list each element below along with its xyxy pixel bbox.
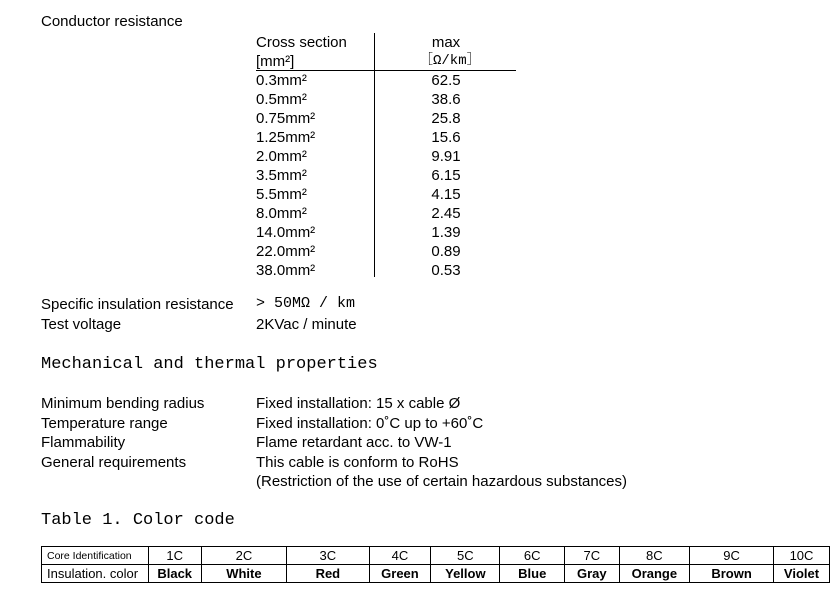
core-id-cell: 10C	[774, 547, 830, 565]
cross-section-value: 8.0mm²	[256, 205, 307, 222]
cross-section-value: 1.25mm²	[256, 129, 316, 146]
cross-section-value: 0.75mm²	[256, 110, 316, 127]
insulation-color-header: Insulation. color	[42, 565, 149, 583]
core-id-cell: 9C	[690, 547, 774, 565]
core-id-cell: 8C	[619, 547, 690, 565]
cross-section-value: 5.5mm²	[256, 186, 307, 203]
max-resistance-value: 62.5	[431, 72, 461, 89]
property-value: Fixed installation: 15 x cable Ø	[256, 395, 461, 412]
insulation-color-row	[42, 565, 830, 583]
property-value: This cable is conform to RoHS	[256, 453, 459, 471]
mechanical-heading: Mechanical and thermal properties	[41, 355, 378, 374]
max-resistance-value: 25.8	[431, 110, 461, 127]
insulation-color-cell: Gray	[565, 565, 620, 583]
core-id-cell: 7C	[565, 547, 620, 565]
property-label: Minimum bending radius	[41, 395, 205, 412]
conductor-resistance-title: Conductor resistance	[41, 13, 183, 30]
cross-section-value: 0.5mm²	[256, 91, 307, 108]
insulation-value: > 50MΩ / km	[256, 295, 356, 312]
core-identification-header: Core Identification	[42, 547, 149, 565]
core-identification-row	[42, 547, 830, 565]
property-value: Fixed installation: 0˚C up to +60˚C	[256, 414, 484, 432]
max-resistance-value: 15.6	[431, 129, 461, 146]
property-label: Temperature range	[41, 414, 168, 432]
core-id-cell: 2C	[201, 547, 286, 565]
core-id-cell: 1C	[148, 547, 201, 565]
core-id-cell: 3C	[287, 547, 370, 565]
insulation-color-cell: Black	[148, 565, 201, 583]
max-resistance-value: 0.89	[431, 243, 461, 260]
cross-section-value: 2.0mm²	[256, 148, 307, 165]
cross-section-value: 0.3mm²	[256, 72, 307, 89]
insulation-color-cell: Orange	[619, 565, 690, 583]
insulation-label: Specific insulation resistance	[41, 296, 234, 313]
property-label: General requirements	[41, 453, 187, 471]
insulation-color-cell: Green	[369, 565, 431, 583]
max-unit: ［Ω/km］	[419, 53, 481, 69]
max-resistance-value: 4.15	[431, 186, 461, 203]
max-resistance-value: 2.45	[431, 205, 461, 222]
cross-section-value: 38.0mm²	[256, 262, 316, 279]
max-header: max	[431, 34, 461, 51]
insulation-color-cell: Red	[287, 565, 370, 583]
test-voltage-label: Test voltage	[41, 316, 122, 333]
max-resistance-value: 0.53	[431, 262, 461, 279]
max-resistance-value: 1.39	[431, 224, 461, 241]
test-voltage-value: 2KVac / minute	[256, 316, 357, 333]
insulation-color-cell: White	[201, 565, 286, 583]
table-caption: Table 1. Color code	[41, 511, 235, 530]
property-value: (Restriction of the use of certain hazardous substances)	[256, 473, 628, 490]
cross-section-header: Cross section	[256, 34, 347, 51]
max-resistance-value: 6.15	[431, 167, 461, 184]
property-value: Flame retardant acc. to VW-1	[256, 434, 452, 451]
insulation-color-cell: Blue	[500, 565, 565, 583]
cross-section-value: 14.0mm²	[256, 224, 316, 241]
core-id-cell: 6C	[500, 547, 565, 565]
insulation-color-cell: Violet	[774, 565, 830, 583]
max-resistance-value: 9.91	[431, 148, 461, 165]
insulation-color-cell: Yellow	[431, 565, 500, 583]
property-label: Flammability	[41, 434, 126, 451]
insulation-color-cell: Brown	[690, 565, 774, 583]
max-resistance-value: 38.6	[431, 91, 461, 108]
cross-section-value: 22.0mm²	[256, 243, 316, 260]
core-id-cell: 4C	[369, 547, 431, 565]
core-id-cell: 5C	[431, 547, 500, 565]
cross-section-unit: [mm²]	[256, 53, 295, 70]
cross-section-value: 3.5mm²	[256, 167, 307, 184]
color-code-table	[41, 546, 830, 583]
